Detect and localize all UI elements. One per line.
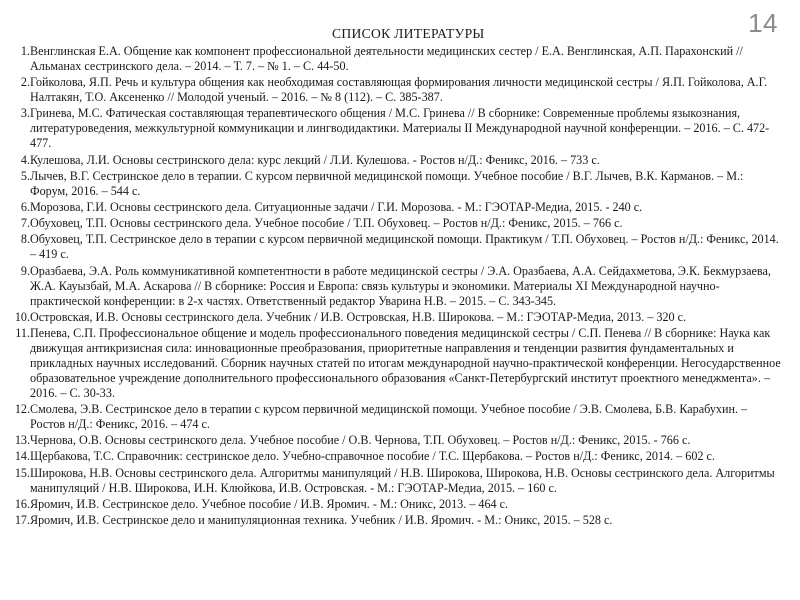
reference-item [12, 216, 784, 231]
reference-number: 9. [20, 263, 30, 278]
reference-number: 8. [20, 232, 30, 247]
reference-text: Лычев, В.Г. Сестринское дело в терапии. С курсом первичной медицинской помощи. Учебное пособие / В.Г. Лычев, В.К. Карманов. – М.: Форум, 2016. – 544 с. [30, 168, 744, 198]
reference-number: 13. [14, 433, 30, 448]
reference-item [12, 449, 784, 464]
reference-number: 12. [14, 402, 30, 417]
reference-number: 11. [15, 325, 30, 340]
reference-item [12, 44, 784, 74]
reference-text: Венглинская Е.А. Общение как компонент профессиональной деятельности медицинских сестер / Е.А. Венглинская, А.П. Парахонский // Альманах сестринского дела. – 2014. – Т. 7. – № 1. – С. 44-50. [30, 44, 743, 73]
reference-number: 10. [14, 309, 30, 324]
reference-item [12, 264, 784, 309]
reference-text: Обуховец, Т.П. Сестринское дело в терапии с курсом первичной медицинской помощи. Практикум / Т.П. Обуховец. – Ростов н/Д.: Феникс, 2014. – 419 с. [30, 232, 779, 262]
reference-item [12, 169, 784, 199]
reference-item [12, 513, 784, 528]
reference-text: Чернова, О.В. Основы сестринского дела. Учебное пособие / О.В. Чернова, Т.П. Обуховец. – Ростов н/Д.: Феникс, 2015. - 766 с. [30, 433, 691, 448]
reference-item [12, 232, 784, 262]
reference-list [12, 44, 784, 529]
reference-text: Обуховец, Т.П. Основы сестринского дела. Учебное пособие / Т.П. Обуховец. – Ростов н/Д.: Феникс, 2015. – 766 с. [30, 216, 623, 231]
reference-text: Морозова, Г.И. Основы сестринского дела. Ситуационные задачи / Г.И. Морозова. - М.: ГЭОТАР-Медиа, 2015. - 240 с. [30, 199, 643, 214]
reference-item [12, 106, 784, 151]
reference-number: 15. [14, 465, 30, 480]
reference-item [12, 497, 784, 512]
reference-item [12, 310, 784, 325]
reference-number: 7. [20, 216, 30, 231]
reference-item [12, 433, 784, 448]
reference-number: 5. [20, 168, 30, 183]
reference-text: Щербакова, Т.С. Справочник: сестринское дело. Учебно-справочное пособие / Т.С. Щербакова. – Ростов н/Д.: Феникс, 2014. – 602 с. [30, 449, 715, 464]
reference-text: Гойколова, Я.П. Речь и культура общения как необходимая составляющая формирования личности медицинской сестры / Я.П. Гойколова, А.Г. Налтакян, Т.О. Аксененко // Молодой ученый. – 2016. – № 8 (112). – С. 385-387. [30, 75, 768, 105]
reference-text: Широкова, Н.В. Основы сестринского дела. Алгоритмы манипуляций / Н.В. Широкова, Широкова, Н.В. Основы сестринского дела. Алгоритмы манипуляций / Н.В. Широкова, И.Н. Клюйкова, И.В. Островская. - М.: ГЭОТАР-Медиа, 2015. – 160 с. [30, 465, 775, 495]
reference-item [12, 153, 784, 168]
page-number: 14 [748, 8, 778, 38]
reference-item [12, 402, 784, 432]
reference-item [12, 466, 784, 496]
reference-number: 4. [20, 152, 30, 167]
reference-text: Островская, И.В. Основы сестринского дела. Учебник / И.В. Островская, Н.В. Широкова. – М.: ГЭОТАР-Медиа, 2013. – 320 с. [30, 309, 687, 324]
reference-text: Кулешова, Л.И. Основы сестринского дела: курс лекций / Л.И. Кулешова. - Ростов н/Д.: Феникс, 2016. – 733 с. [30, 152, 600, 167]
reference-number: 1. [20, 44, 30, 58]
reference-text: Смолева, Э.В. Сестринское дело в терапии с курсом первичной медицинской помощи. Учебное пособие / Э.В. Смолева, Б.В. Карабухин. – Ростов н/Д.: Феникс, 2016. – 474 с. [30, 402, 748, 432]
reference-number: 17. [14, 513, 30, 527]
reference-text: Гринева, М.С. Фатическая составляющая терапевтического общения / М.С. Гринева // В сборнике: Современные проблемы языкознания, литературоведения, межкультурной коммуникации и лингводидактики. Материалы II Международной научной конференции. – 2016. – С. 472-477. [30, 106, 770, 151]
reference-number: 14. [14, 449, 30, 464]
reference-number: 2. [20, 75, 30, 90]
reference-item [12, 75, 784, 105]
reference-number: 6. [20, 199, 30, 214]
reference-number: 16. [14, 496, 30, 511]
page-title: СПИСОК ЛИТЕРАТУРЫ [332, 26, 485, 41]
reference-number: 3. [20, 106, 30, 121]
reference-item [12, 326, 784, 401]
reference-text: Яромич, И.В. Сестринское дело. Учебное пособие / И.В. Яромич. - М.: Оникс, 2013. – 464 с. [30, 496, 509, 511]
reference-item [12, 200, 784, 215]
reference-text: Яромич, И.В. Сестринское дело и манипуляционная техника. Учебник / И.В. Яромич. - М.: Оникс, 2015. – 528 с. [30, 513, 613, 527]
reference-text: Оразбаева, Э.А. Роль коммуникативной компетентности в работе медицинской сестры / Э.А. Оразбаева, А.А. Сейдахметова, Э.К. Бекмурзаева, Ж.А. Кауызбай, М.А. Аскарова // В сборнике: Россия и Европа: связь культуры и экономики. Материалы XI Международной научно-практической конференции: в 2-х частях. Ответственный редактор Уварина Н.В. – 2015. – С. 343-345. [30, 263, 771, 308]
reference-text: Пенева, С.П. Профессиональное общение и модель профессионального поведения медицинской сестры / С.П. Пенева // В сборнике: Наука как движущая антикризисная сила: инновационные преобразования, приоритетные направления и тенденции развития фундаментальных и прикладных научных исследований. Сборник научных статей по итогам международной научно-практической конференции. Негосударственное образовательное учреждение дополнительного профессионального образования «Санкт-Петербургский институт проектного менеджмента». – 2016. – С. 30-33. [30, 325, 781, 400]
